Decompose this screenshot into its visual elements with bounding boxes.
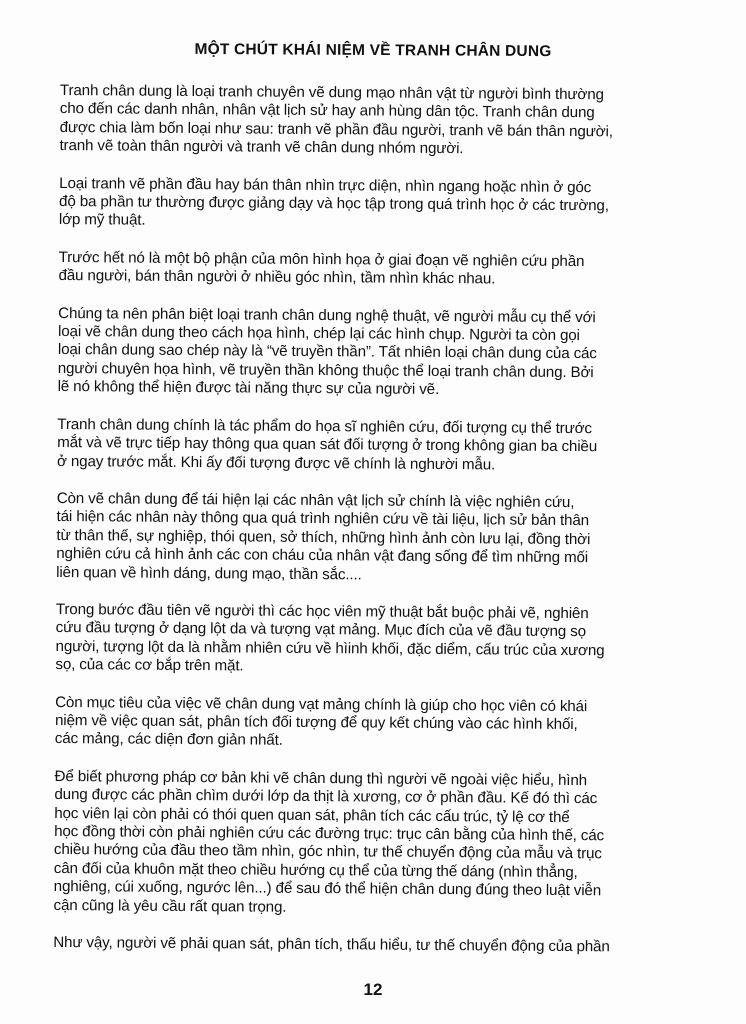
text-line: cho đến các danh nhân, nhân vật lịch sử hay anh hùng dân tộc. Tranh chân dung [59,100,595,122]
text-line: ở ngay trước mắt. Khi ấy đối tượng được vẽ chính là nghười mẫu. [56,452,496,473]
paragraph [55,694,665,754]
paragraph [58,305,669,402]
text-line: tái hiện các nhân này thông qua quá trình nghiên cứu về tài liệu, lịch sử bản thân [56,508,590,530]
text-line: nghiêng, cúi xuống, ngước lên...) để sau đó thể hiện chân dung đúng theo luật viễn [53,878,602,900]
text-line: nghiên cứu cả hình ảnh các con cháu của nhân vật đang sống để tìm những mối [56,545,589,567]
text-line: lẽ nó không thể hiện được tài năng thực sự của người vẽ. [57,378,440,399]
text-line: Tranh chân dung chính là tác phẩm do họa sĩ nghiên cứu, đối tượng cụ thể trước [57,415,592,437]
text-line: học đồng thời còn phải nghiên cứu các đường trục: trục cân bằng của hình thế, các [54,822,605,845]
text-line: tranh vẽ toàn thân người và tranh vẽ chân dung nhóm người. [59,137,464,158]
text-line: độ ba phần tư thường được giảng dạy và học tập trong quá trình học ở các trường, [58,193,609,215]
text-line: từ thân thế, sự nghiệp, thói quen, sở thích, những hình ảnh còn lưu lại, đồng thời [56,526,591,548]
text-line: được chia làm bốn loại như sau: tranh vẽ phần đầu người, tranh vẽ bán thân người, [59,118,613,141]
text-line: học viên lại còn phải có thói quen quan sát, phân tích các cấu trúc, tỷ lệ cơ thể [54,804,570,826]
text-line: người chuyên họa hình, vẽ truyền thần không thuộc thể loại tranh chân dung. Bởi [57,359,594,382]
text-line: Như vậy, người vẽ phải quan sát, phân tích, thấu hiểu, tư thế chuyển động của phần [53,934,610,956]
paragraph [58,249,668,291]
text-line: cân đối của khuôn mặt theo chiều hướng cụ thể của từng thế dáng (nhìn thẳng, [53,859,578,881]
paragraph [57,416,667,476]
paragraph [55,601,666,679]
text-line: lớp mỹ thuật. [58,211,146,230]
paragraph [53,934,663,957]
text-line: dung được các phần chìm dưới lớp da thịt là xương, cơ ở phần đầu. Kế đó thì các [54,786,598,808]
text-line: chiều hướng của đầu theo tầm nhìn, góc nhìn, tư thế chuyển động của mẫu và trục [53,841,602,863]
text-line: liên quan về hình dáng, dung mạo, thần sắc.... [56,563,362,583]
text-line: Trước hết nó là một bộ phận của môn hình họa ở giai đoạn vẽ nghiên cứu phần [58,248,585,270]
text-line: sọ, của các cơ bắp trên mặt. [55,656,244,675]
text-line: Loại tranh vẽ phần đầu hay bán thân nhìn trực diện, nhìn ngang hoặc nhìn ở góc [59,174,592,196]
text-line: Chúng ta nên phân biệt loại tranh chân dung nghệ thuật, vẽ người mẫu cụ thể với [58,304,596,326]
text-line: loại chân dung sao chép này là “vẽ truyền thần”. Tất nhiên loại chân dung của các [57,341,597,363]
paragraph [56,490,667,587]
paragraph [59,175,669,235]
text-line: cứu đầu tượng ở dạng lột da và tượng vạt mảng. Mục đích của vẽ đầu tượng sọ [55,619,587,641]
page-title: MỘT CHÚT KHÁI NIỆM VỀ TRANH CHÂN DUNG [194,40,552,61]
text-line: niệm về việc quan sát, phân tích đối tượng để quy kết chúng vào các hình khối, [54,711,578,734]
text-line: Còn vẽ chân dung để tái hiện lại các nhân vật lịch sử chính là việc nghiên cứu, [56,489,575,511]
text-line: mắt và vẽ trực tiếp hay thông qua quan sát đối tượng ở trong không gian ba chiều [57,434,598,456]
text-line: Tranh chân dung là loại tranh chuyên vẽ dung mạo nhân vật từ người bình thường [59,82,604,104]
text-line: người, tượng lột da là nhằm nhiên cứu về hìinh khối, đặc diểm, cấu trúc của xương [55,637,605,660]
text-line: Để biết phương pháp cơ bản khi vẽ chân dung thì người vẽ ngoài việc hiểu, hình [54,767,588,789]
body-text [53,82,670,976]
text-line: các mảng, các diện đơn giản nhất. [54,730,283,750]
text-line: cận cũng là yêu cầu rất quan trọng. [53,896,287,916]
page-number: 12 [363,980,383,999]
text-line: đầu người, bán thân người ở nhiều góc nhìn, tầm nhìn khác nhau. [58,267,496,288]
text-line: Trong bước đầu tiên vẽ người thì các học viên mỹ thuật bắt buộc phải vẽ, nghiên [55,600,589,623]
text-line: loại vẽ chân dung theo cách họa hình, chép lại các hình chụp. Người ta còn gọi [57,323,580,345]
paragraph [53,768,664,920]
paragraph [59,82,670,160]
text-line: Còn mục tiêu của việc vẽ chân dung vạt mảng chính là giúp cho học viên có khái [55,693,588,715]
